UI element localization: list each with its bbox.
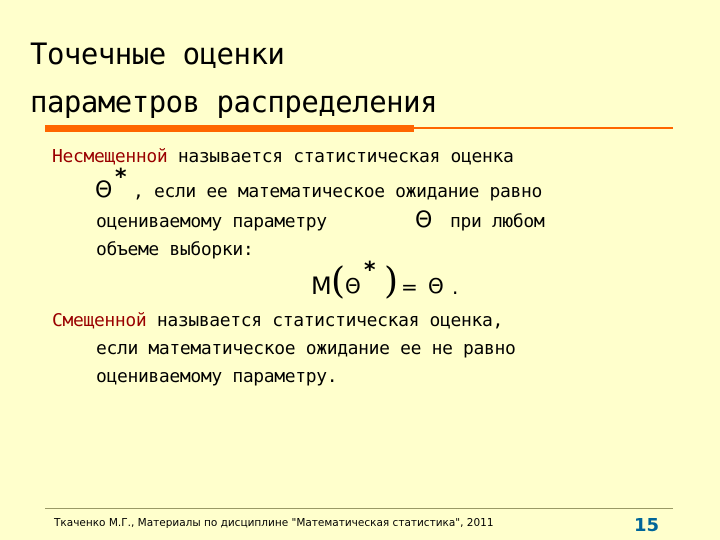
formula-M: M bbox=[311, 272, 332, 300]
unbiased-line-1: Несмещенной называется статистическая оценка bbox=[52, 146, 514, 167]
footer-divider bbox=[45, 508, 673, 509]
unbiased-line-3b: при любом bbox=[450, 211, 545, 232]
star-symbol: * bbox=[115, 165, 127, 190]
theta-symbol: Θ bbox=[95, 178, 113, 203]
formula-close-paren: ) bbox=[384, 261, 399, 302]
footer-citation: Ткаченко М.Г., Материалы по дисциплине "Математическая статистика", 2011 bbox=[54, 517, 494, 529]
slide-title bbox=[30, 30, 670, 126]
title-underline-rule bbox=[414, 127, 673, 129]
formula-theta: Θ bbox=[345, 274, 361, 298]
title-line-2: параметров распределения bbox=[30, 85, 438, 119]
biased-line-1: Смещенной называется статистическая оценка, bbox=[52, 310, 503, 331]
biased-line-2: если математическое ожидание ее не равно bbox=[96, 338, 516, 359]
title-line-1: Точечные оценки bbox=[30, 37, 285, 71]
formula-star: * bbox=[364, 258, 376, 283]
unbiased-line-3a: оцениваемому параметру bbox=[96, 211, 327, 232]
unbiased-line-2: , если ее математическое ожидание равно bbox=[133, 181, 542, 202]
formula-period: . bbox=[452, 275, 459, 299]
page-number: 15 bbox=[634, 515, 660, 536]
unbiased-line-4: объеме выборки: bbox=[96, 239, 254, 260]
theta-parameter: Θ bbox=[415, 208, 433, 233]
term-unbiased: Несмещенной bbox=[52, 146, 168, 167]
term-biased: Смещенной bbox=[52, 310, 147, 331]
formula-equals: = bbox=[401, 275, 418, 299]
formula-rhs-theta: Θ bbox=[428, 274, 444, 298]
title-underline-bar bbox=[45, 125, 414, 132]
biased-line-3: оцениваемому параметру. bbox=[96, 366, 338, 387]
formula-open-paren: ( bbox=[331, 261, 346, 302]
